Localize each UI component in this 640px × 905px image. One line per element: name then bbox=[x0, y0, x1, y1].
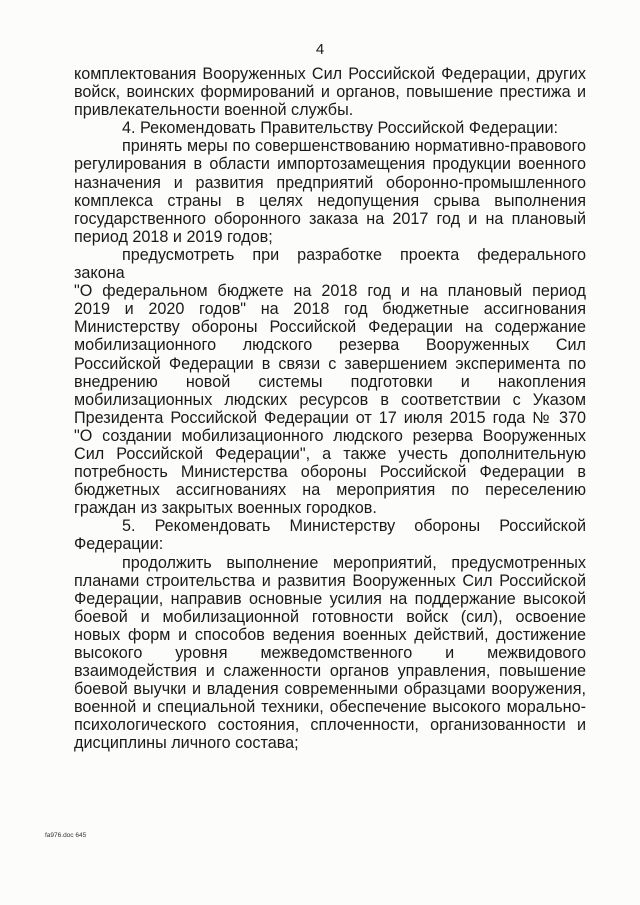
text-line: назначения и развития предприятий оборонно-промышленного bbox=[74, 173, 586, 192]
text-line: планами строительства и развития Вооруженных Сил Российской bbox=[74, 571, 586, 590]
section-paragraph bbox=[74, 517, 586, 553]
text-line: Российской Федерации в связи с завершением эксперимента по bbox=[74, 354, 586, 373]
text-line: Министерству обороны Российской Федерации на содержание bbox=[74, 318, 586, 337]
text-line: Федерации: bbox=[74, 535, 164, 554]
text-line: дисциплины личного состава; bbox=[74, 734, 299, 753]
page-number: 4 bbox=[315, 41, 325, 58]
text-line: 2019 и 2020 годов" на 2018 год бюджетные ассигнования bbox=[74, 300, 586, 319]
text-line: взаимодействия и слаженности органов управления, повышение bbox=[74, 662, 586, 681]
text-line: боевой выучки и владения современными образцами вооружения, bbox=[74, 680, 586, 699]
text-line: 5. Рекомендовать Министерству обороны Российской bbox=[122, 517, 586, 536]
text-line: психологического состояния, сплоченности, организованности и bbox=[74, 716, 586, 735]
section-paragraph bbox=[74, 119, 586, 137]
text-line: новых форм и способов ведения военных действий, достижение bbox=[74, 625, 586, 644]
text-line: предусмотреть при разработке проекта федерального закона bbox=[74, 245, 586, 283]
text-line: "О федеральном бюджете на 2018 год и на плановый период bbox=[74, 282, 586, 301]
text-line: комплекса страны в целях недопущения срыва выполнения bbox=[74, 191, 586, 210]
text-line: мобилизационных людских ресурсов в соответствии с Указом bbox=[74, 390, 586, 409]
document-file-code: fa976.doc 645 bbox=[45, 832, 87, 839]
text-line: высокого уровня межведомственного и межвидового bbox=[74, 644, 586, 662]
text-line: бюджетных ассигнованиях на мероприятия по переселению bbox=[74, 481, 586, 500]
text-line: продолжить выполнение мероприятий, предусмотренных bbox=[122, 553, 586, 572]
text-line: мобилизационного людского резерва Вооруженных Сил bbox=[74, 336, 586, 355]
text-line: внедрению новой системы подготовки и накопления bbox=[74, 372, 586, 391]
subitem-paragraph bbox=[74, 137, 586, 246]
text-line: боевой и мобилизационной готовности войск (сил), освоение bbox=[74, 607, 586, 626]
text-line: потребность Министерства обороны Российской Федерации в bbox=[74, 463, 586, 482]
text-line: привлекательности военной службы. bbox=[74, 101, 354, 120]
text-line: регулирования в области импортозамещения продукции военного bbox=[74, 155, 586, 174]
subitem-paragraph bbox=[74, 246, 586, 517]
text-line: государственного оборонного заказа на 2017 год и на плановый bbox=[74, 209, 586, 228]
document-body bbox=[74, 65, 586, 753]
text-line: "О создании мобилизационного людского резерва Вооруженных bbox=[74, 426, 586, 445]
text-line: Президента Российской Федерации от 17 июля 2015 года № 370 bbox=[74, 408, 586, 427]
text-line: период 2018 и 2019 годов; bbox=[74, 227, 273, 246]
text-line: военной и специальной техники, обеспечение высокого морально- bbox=[74, 698, 586, 717]
subitem-paragraph bbox=[74, 554, 586, 753]
text-line: 4. Рекомендовать Правительству Российской Федерации: bbox=[122, 119, 559, 138]
text-line: комплектования Вооруженных Сил Российской Федерации, других bbox=[74, 65, 586, 83]
text-line: Сил Российской Федерации", а также учесть дополнительную bbox=[74, 444, 586, 463]
text-line: граждан из закрытых военных городков. bbox=[74, 499, 377, 518]
text-line: Федерации, направив основные усилия на поддержание высокой bbox=[74, 589, 586, 608]
continuation-paragraph bbox=[74, 65, 586, 119]
text-line: принять меры по совершенствованию нормативно-правового bbox=[122, 137, 586, 156]
text-line: войск, воинских формирований и органов, повышение престижа и bbox=[74, 83, 586, 102]
